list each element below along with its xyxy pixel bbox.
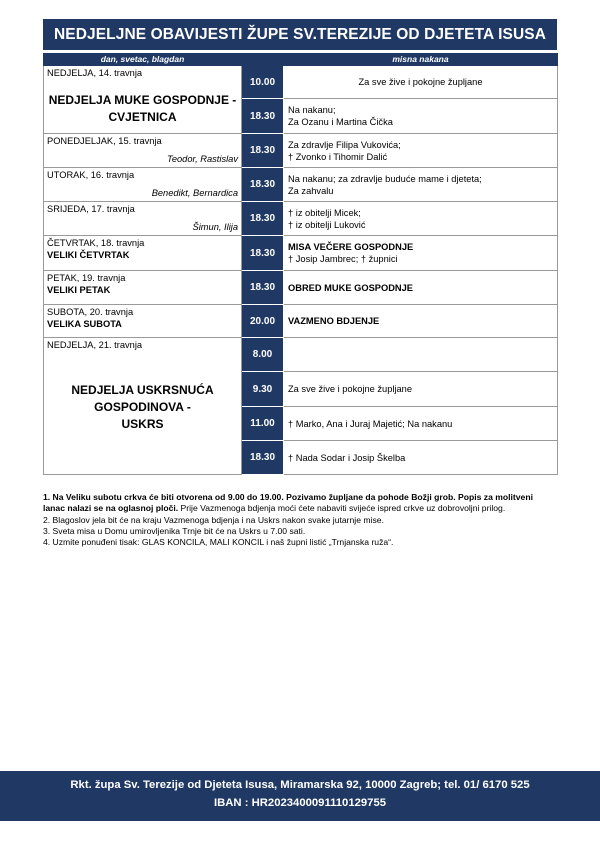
announcement-3: 3. Sveta misa u Domu umirovljenika Trnje bit će na Uskrs u 7.00 sati. <box>43 525 306 536</box>
column-header-time <box>242 54 284 66</box>
mass-schedule-table <box>43 53 558 475</box>
mass-intention: Za sve žive i pokojne župljane <box>284 372 558 407</box>
footer-iban: IBAN : HR2023400091110129755 <box>213 797 387 809</box>
footer-address: Rkt. župa Sv. Terezije od Djeteta Isusa, Miramarska 92, 10000 Zagreb; tel. 01/ 6170 525 <box>70 779 530 791</box>
day-name: PONEDJELJAK, 15. travnja <box>47 136 162 146</box>
mass-intention: MISA VEČERE GOSPODNJE † Josip Jambrec; † župnici <box>284 236 558 271</box>
day-cell <box>44 338 242 475</box>
day-name: SUBOTA, 20. travnja <box>47 307 134 317</box>
mass-intention: VAZMENO BDJENJE <box>284 305 558 338</box>
day-cell <box>44 202 242 236</box>
day-cell <box>44 305 242 338</box>
mass-time: 20.00 <box>242 305 284 338</box>
mass-time: 9.30 <box>242 372 284 407</box>
table-row <box>44 134 558 168</box>
mass-intention: Za zdravlje Filipa Vukovića; † Zvonko i Tihomir Dalić <box>284 134 558 168</box>
mass-time: 18.30 <box>242 236 284 271</box>
day-cell <box>44 66 242 134</box>
announcement-4: 4. Uzmite ponuđeni tisak: GLAS KONCILA, MALI KONCIL i naš župni listić „Trnjanska ruža“. <box>43 537 394 548</box>
mass-intention: Na nakanu; za zdravlje buduće mame i djeteta; Za zahvalu <box>284 168 558 202</box>
feast-title: NEDJELJA MUKE GOSPODNJE - CVJETNICA <box>48 93 237 124</box>
saints-names: Šimun, Ilija <box>192 222 238 232</box>
feast-title: NEDJELJA USKRSNUĆA GOSPODINOVA - USKRS <box>71 383 214 431</box>
table-header <box>44 54 558 66</box>
mass-intention: † Nada Sodar i Josip Škelba <box>284 441 558 475</box>
day-name: UTORAK, 16. travnja <box>47 170 135 180</box>
day-name: SRIJEDA, 17. travnja <box>47 204 135 214</box>
column-header-intent: misna nakana <box>284 54 558 66</box>
day-cell <box>44 271 242 305</box>
announcement-1: 1. Na Veliku subotu crkva će biti otvorena od 9.00 do 19.00. Pozivamo župljane da pohode Božji grob. Popis za molitveni lanac nalazi se na oglasnoj ploči. Prije Vazmenoga bdjenja moći ćete nabaviti svijeće ispred crkve uz dobrovoljni prilog. <box>43 492 533 514</box>
mass-intention: OBRED MUKE GOSPODNJE <box>284 271 558 305</box>
table-row <box>44 202 558 236</box>
mass-time: 18.30 <box>242 168 284 202</box>
mass-intention: † iz obitelji Micek; † iz obitelji Luković <box>284 202 558 236</box>
saints-names: Teodor, Rastislav <box>167 154 238 164</box>
announcement-2: 2. Blagoslov jela bit će na kraju Vazmenoga bdjenja i na Uskrs nakon svake jutarnje mise. <box>43 514 384 525</box>
day-cell <box>44 236 242 271</box>
mass-time: 18.30 <box>242 99 284 134</box>
mass-time: 18.30 <box>242 441 284 475</box>
day-name: NEDJELJA, 21. travnja <box>47 340 143 350</box>
table-row <box>44 236 558 271</box>
feast-title: VELIKA SUBOTA <box>47 319 122 329</box>
table-row <box>44 66 558 99</box>
day-name: ČETVRTAK, 18. travnja <box>47 238 145 248</box>
column-header-day: dan, svetac, blagdan <box>44 54 242 66</box>
mass-time: 10.00 <box>242 66 284 99</box>
day-cell <box>44 134 242 168</box>
table-row <box>44 338 558 372</box>
announcements <box>43 492 557 548</box>
mass-time: 18.30 <box>242 134 284 168</box>
mass-time: 18.30 <box>242 202 284 236</box>
table-row <box>44 271 558 305</box>
table-row <box>44 305 558 338</box>
saints-names: Benedikt, Bernardica <box>151 188 238 198</box>
mass-time: 11.00 <box>242 407 284 441</box>
mass-time: 8.00 <box>242 338 284 372</box>
feast-title: VELIKI PETAK <box>47 285 111 295</box>
day-cell <box>44 168 242 202</box>
feast-title: VELIKI ČETVRTAK <box>47 250 130 260</box>
page-title: NEDJELJNE OBAVIJESTI ŽUPE SV.TEREZIJE OD DJETETA ISUSA <box>43 19 557 50</box>
mass-intention: Za sve žive i pokojne župljane <box>284 66 558 99</box>
mass-intention: † Marko, Ana i Juraj Majetić; Na nakanu <box>284 407 558 441</box>
mass-time: 18.30 <box>242 271 284 305</box>
table-row <box>44 168 558 202</box>
mass-intention <box>284 338 558 372</box>
day-name: PETAK, 19. travnja <box>47 273 126 283</box>
day-name: NEDJELJA, 14. travnja <box>47 68 143 78</box>
mass-intention: Na nakanu; Za Ozanu i Martina Čička <box>284 99 558 134</box>
footer <box>0 771 600 821</box>
